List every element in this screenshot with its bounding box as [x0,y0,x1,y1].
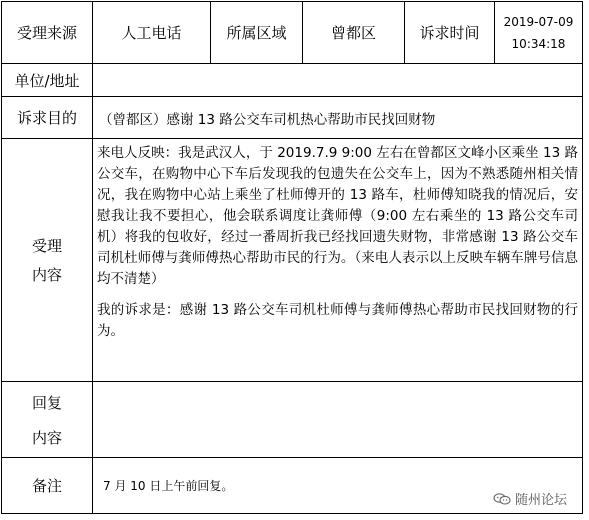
content-label-line2: 内容 [31,266,62,284]
complaint-table [1,1,583,514]
content-label-line1: 受理 [31,237,62,255]
watermark [493,489,567,508]
time-text: 10:34:18 [511,36,566,51]
content-value [93,139,583,382]
purpose-row [2,97,583,139]
reply-label [2,382,93,458]
unit-row [2,64,583,97]
content-request-paragraph: 我的诉求是：感谢 13 路公交车司机杜师傅与龚师傅热心帮助市民找回财物的行为。 [97,302,578,339]
purpose-value: （曾都区）感谢 13 路公交车司机热心帮助市民找回财物 [93,97,583,139]
area-value: 曾都区 [303,2,405,64]
unit-address-value [93,64,583,97]
time-value [495,2,583,64]
source-value: 人工电话 [93,2,211,64]
reply-value [93,382,583,458]
content-label [2,139,93,382]
date-text: 2019-07-09 [503,14,574,29]
content-row [2,139,583,382]
time-label: 诉求时间 [405,2,495,64]
remark-value: 7 月 10 日上午前回复。 [93,458,583,514]
unit-address-label: 单位/地址 [2,64,93,97]
header-row [2,2,583,64]
watermark-text: 随州论坛 [514,493,567,508]
reply-label-line1: 回复 [31,393,62,412]
purpose-label: 诉求目的 [2,97,93,139]
content-paragraph: 来电人反映：我是武汉人，于 2019.7.9 9:00 左右在曾都区文峰小区乘坐 13 路公交车，在购物中心下车后发现我的包遗失在公交车上，因为不熟悉随州相关情况，我在购物中心站上乘坐了杜师傅开的 13 路车，杜师傅知晓我的情况后，安慰我让我不要担心，他会联系调度让龚师傅（9:00 左右乘坐的 13 路公交车司机）将我的包收好，经过一番周折我已经找回遗失财物，非常感谢 13 路公交车司机杜师傅与龚师傅热心帮助市民的行为。（来电人表示以上反映车辆车牌号信息均不清楚） [97,145,578,287]
remark-label: 备注 [2,458,93,514]
source-label: 受理来源 [2,2,93,64]
area-label: 所属区域 [211,2,303,64]
wechat-icon [493,493,511,505]
reply-row [2,382,583,458]
reply-label-line2: 内容 [31,428,62,447]
